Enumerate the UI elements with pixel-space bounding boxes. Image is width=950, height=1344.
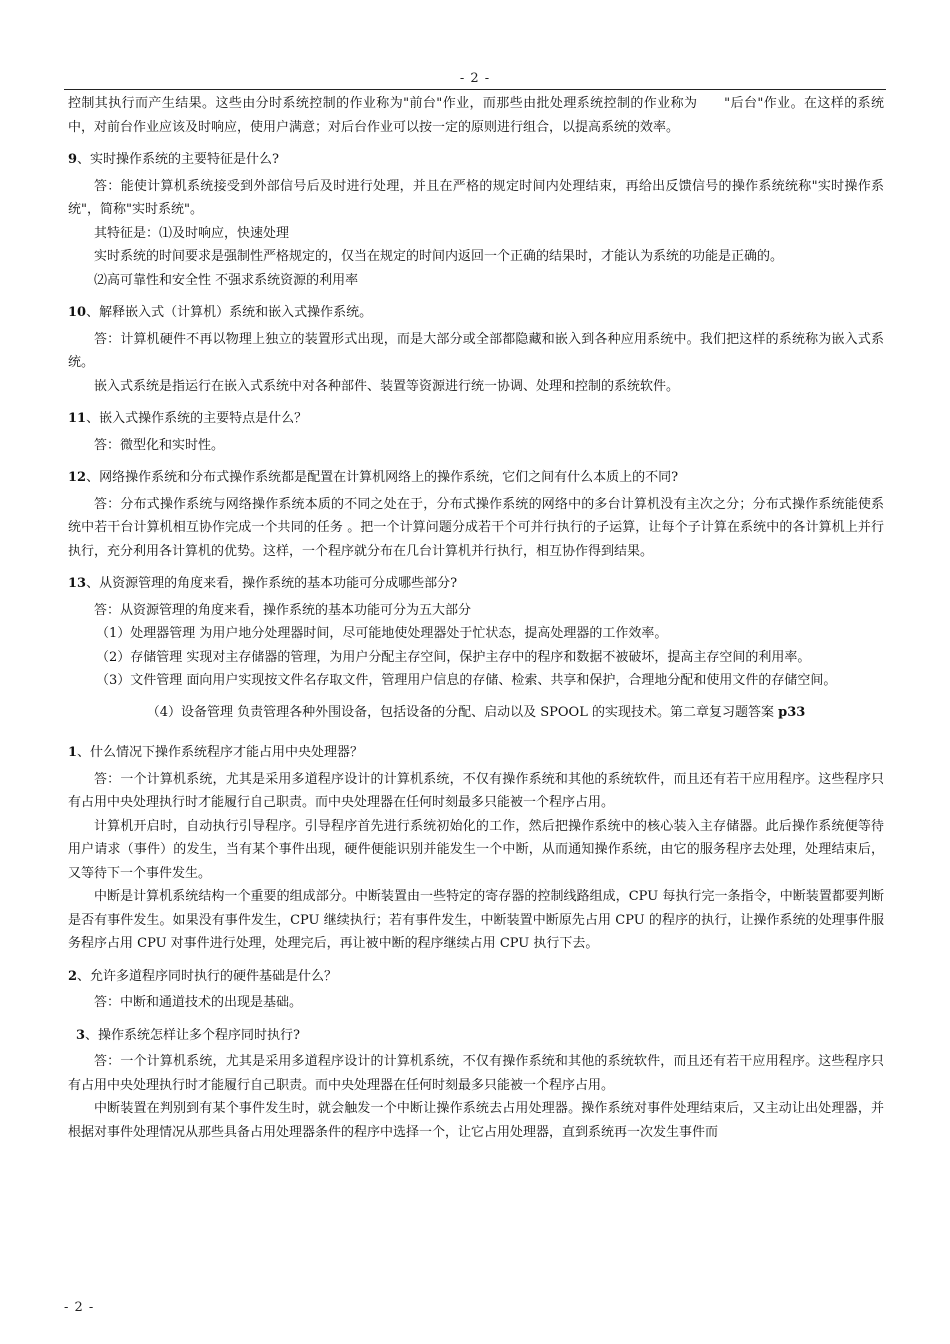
list-item-with-chapter-heading [68, 701, 884, 725]
paragraph: 其特征是：⑴及时响应，快速处理 [94, 225, 290, 241]
question-text: 、操作系统怎样让多个程序同时执行? [85, 1027, 301, 1043]
question-text: 、实时操作系统的主要特征是什么? [77, 152, 280, 167]
answer-paragraph: 答：一个计算机系统，尤其是采用多道程序设计的计算机系统，不仅有操作系统和其他的系统软件，而且还有若干应用程序。这些程序只有占用中央处理执行时才能履行自己职责。而中央处理器在任何时刻最多只能被一个程序占用。 [68, 771, 884, 810]
question-text: 、从资源管理的角度来看，操作系统的基本功能可分成哪些部分? [86, 576, 458, 591]
paragraph: 嵌入式系统是指运行在嵌入式系统中对各种部件、装置等资源进行统一协调、处理和控制的系统软件。 [94, 378, 680, 394]
answer-paragraph: 答：分布式操作系统与网络操作系统本质的不同之处在于，分布式操作系统的网络中的多台计算机没有主次之分；分布式操作系统能使系统中若干台计算机相互协作完成一个共同的任务 。把一个计算问题分成若干个可并行执行的子运算，让每个子计算在系统中的各计算机上并行执行，充分利用各计算机的优势。这样，一个程序就分布在几台计算机并行执行，相互协作得到结果。 [68, 496, 884, 559]
question-text: 、嵌入式操作系统的主要特点是什么？ [86, 411, 308, 426]
answer-paragraph: 答：一个计算机系统，尤其是采用多道程序设计的计算机系统，不仅有操作系统和其他的系统软件，而且还有若干应用程序。这些程序只有占用中央处理执行时才能履行自己职责。而中央处理器在任何时刻最多只能被一个程序占用。 [68, 1054, 884, 1093]
question-number: 2 [68, 968, 78, 984]
question-heading [68, 148, 884, 172]
page-reference: p33 [778, 704, 806, 720]
question-number: 3 [76, 1027, 86, 1043]
list-item: （3）文件管理 面向用户实现按文件名存取文件，管理用户信息的存储、检索、共享和保护，合理地分配和使用文件的存储空间。 [96, 673, 837, 688]
question-number: 9 [68, 152, 78, 167]
question-text: 、解释嵌入式（计算机）系统和嵌入式操作系统。 [86, 305, 373, 320]
list-item: （1）处理器管理 为用户地分处理器时间，尽可能地使处理器处于忙状态，提高处理器的工作效率。 [96, 626, 668, 641]
paragraph: 计算机开启时，自动执行引导程序。引导程序首先进行系统初始化的工作，然后把操作系统中的核心装入主存储器。此后操作系统便等待用户请求（事件）的发生，当有某个事件出现，硬件便能识别并能发生一个中断，从而通知操作系统，由它的服务程序去处理，处理结束后，又等待下一个事件发生。 [68, 818, 884, 881]
question-heading [68, 965, 884, 989]
document-body [68, 92, 884, 1144]
question-number: 12 [68, 470, 87, 485]
header-rule [64, 89, 886, 90]
paragraph: ⑵高可靠性和安全性 不强求系统资源的利用率 [94, 272, 359, 288]
question-heading [68, 407, 884, 431]
answer-paragraph: 答：微型化和实时性。 [94, 437, 225, 453]
question-text: 、什么情况下操作系统程序才能占用中央处理器？ [77, 745, 364, 760]
question-heading [68, 572, 884, 596]
footer-page-number: - 2 - [64, 1300, 95, 1315]
paragraph: 中断是计算机系统结构一个重要的组成部分。中断装置由一些特定的寄存器的控制线路组成，CPU 每执行完一条指令，中断装置都要判断是否有事件发生。如果没有事件发生，CPU 继续执行；若有事件发生，中断装置中断原先占用 CPU 的程序的执行，让操作系统的处理事件服务程序占用 CPU 对事件进行处理，处理完后，再让被中断的程序继续占用 CPU 执行下去。 [68, 889, 884, 951]
answer-paragraph: 答：计算机硬件不再以物理上独立的装置形式出现，而是大部分或全部都隐藏和嵌入到各种应用系统中。我们把这样的系统称为嵌入式系统。 [68, 331, 884, 370]
paragraph: 控制其执行而产生结果。这些由分时系统控制的作业称为"前台"作业，而那些由批处理系统控制的作业称为 "后台"作业。在这样的系统中，对前台作业应该及时响应，使用户满意；对后台作业可以按一定的原则进行组合，以提高系统的效率。 [68, 96, 884, 135]
question-heading [68, 466, 884, 490]
paragraph: 实时系统的时间要求是强制性严格规定的，仅当在规定的时间内返回一个正确的结果时，才能认为系统的功能是正确的。 [94, 249, 784, 264]
question-text: 、允许多道程序同时执行的硬件基础是什么？ [77, 968, 338, 984]
question-text: 、网络操作系统和分布式操作系统都是配置在计算机网络上的操作系统，它们之间有什么本质上的不同? [86, 470, 679, 485]
list-item-text: （4）设备管理 负责管理各种外围设备，包括设备的分配、启动以及 SPOOL 的实现技术。第二章复习题答案 [146, 704, 779, 720]
question-number: 1 [68, 745, 78, 760]
question-number: 10 [68, 305, 87, 320]
answer-paragraph: 答：从资源管理的角度来看，操作系统的基本功能可分为五大部分 [94, 602, 472, 618]
header-page-number: - 2 - [459, 71, 491, 86]
answer-paragraph: 答：中断和通道技术的出现是基础。 [94, 995, 303, 1010]
question-number: 11 [68, 411, 87, 426]
list-item: （2）存储管理 实现对主存储器的管理，为用户分配主存空间，保护主存中的程序和数据不被破坏，提高主存空间的利用率。 [96, 649, 811, 665]
question-heading [68, 1024, 884, 1048]
answer-paragraph: 答：能使计算机系统接受到外部信号后及时进行处理，并且在严格的规定时间内处理结束，再给出反馈信号的操作系统统称"实时操作系统"，简称"实时系统"。 [68, 178, 884, 217]
question-heading [68, 301, 884, 325]
paragraph: 中断装置在判别到有某个事件发生时，就会触发一个中断让操作系统去占用处理器。操作系统对事件处理结束后，又主动让出处理器，并根据对事件处理情况从那些具备占用处理器条件的程序中选择一个，让它占用处理器，直到系统再一次发生事件而 [68, 1101, 884, 1140]
question-number: 13 [68, 576, 87, 591]
question-heading [68, 741, 884, 765]
